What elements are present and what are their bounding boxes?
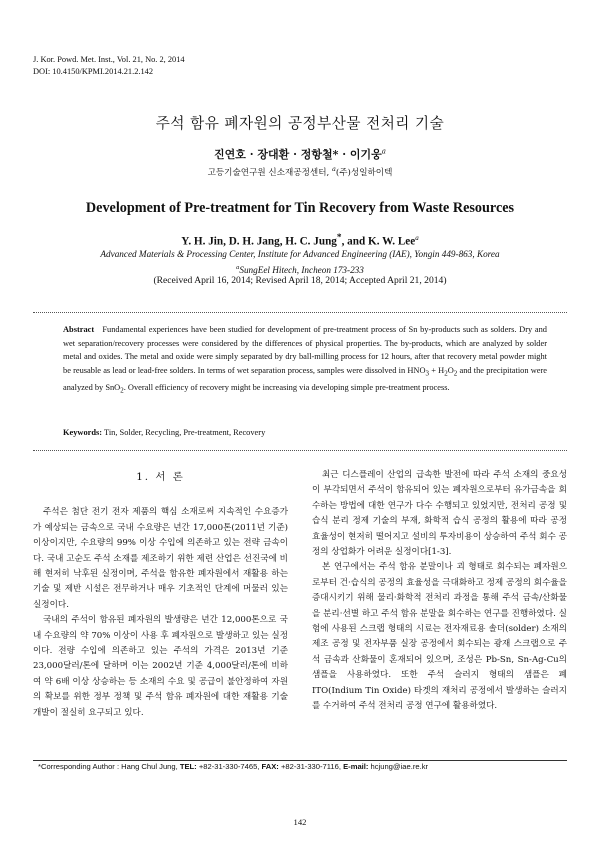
paragraph: 국내의 주석이 함유된 폐자원의 발생량은 년간 12,000톤으로 국내 수요량의 약 70% 이상이 사용 후 폐자원으로 발생하고 있는 실정이다. 전량 수입에 의존하고 있는 주석의 가격은 2013년 기준 23,000달러/톤에 달하며 이는 2002년 기준 4,000달러/톤에 비하여 약 6배 이상 상승하는 등 소재의 수요 및 공급이 불안정하여 자원의 확보를 위한 정부 정책 및 주석 함유 폐자원에 대한 재활용 기술 개발이 절실히 요구되고 있다. [33,615,288,718]
abstract-bottom-rule [33,450,567,451]
received-dates: (Received April 16, 2014; Revised April 18, 2014; Accepted April 21, 2014) [153,275,447,286]
paragraph: 주석은 첨단 전기 전자 제품의 핵심 소재로써 지속적인 수요증가가 예상되는 금속으로 국내 수요량은 년간 17,000톤(2011년 기준) 이상이지만, 수요량의 99% 이상 수입에 의존하고 있는 전략 금속이다. 국내 고순도 주석 소재를 제조하기 위한 제련 산업은 선진국에 비해 현저히 낙후된 실정이며, 주석을 함유한 폐자원에서 재활용 하는 기술 및 제반 시설은 전무하거나 매우 기초적인 단계에 머물러 있는 실정이다. [33,507,288,610]
abstract: Abstract Fundamental experiences have been studied for development of pre-treatment process of Sn by-products such as solders. Dry and wet separation/recovery processes were considered by the differences of physical properties. The by-products, which are analyzed by solder metal and oxides. The metal and oxide were simply separated by dry ball-milling process for 12 hours, after that recovery metal powder might be reusable as lead or lead-free solders. In terms of wet separation process, samples were dissolved in $HNO_3 + H_2O_2$ and the precipitation were analyzed by SnO$_2$. Overall efficiency of recovery might be increasing via developing simple pre-treatment process. [63,325,548,395]
body-right-column [312,468,567,715]
doi: DOI: 10.4150/KPMI.2014.21.2.142 [33,67,154,76]
footnote-rule [33,760,567,761]
korean-affiliation: 고등기술연구원 신소재공정센터, $^a$(주)성일하이텍 [207,165,393,178]
journal-header [33,54,185,78]
keywords-label: Keywords: [63,428,103,437]
korean-authors: 진연호 · 장대환 · 정항철* · 이기웅$^a$ [214,147,386,161]
paragraph: 최근 디스플레이 산업의 급속한 발전에 따라 주석 소재의 중요성이 부각되면서 주석이 함유되어 있는 폐자원으로부터 유가금속을 회수하는 방법에 대한 연구가 다수 수행되고 있었지만, 전처리 공정 및 습식 분리 정제 기술의 부재, 화학적 습식 공정의 활용에 따라 공정 효율성이 현저히 떨어지고 설비의 투자비용이 상승하여 주석 회수 공정의 상업화가 어려운 실정이다[1-3]. [312,470,567,558]
paragraph: 본 연구에서는 주석 함유 분말이나 괴 형태로 회수되는 폐자원으로부터 건·습식의 공정의 효율성을 극대화하고 정제 공정의 회수율을 증대시키기 위해 물리·화학적 전처리 과정을 통해 주석 금속/산화물을 분리·선별 하고 주석 함유 분말을 회수하는 연구를 진행하였다. 실험에 사용된 스크랩 형태의 시료는 전자재료용 솔더(solder) 소재의 제조 공정 및 전자부품 실장 공정에서 회수되는 광재 스크랩으로 주석 금속과 산화물이 혼재되어 있으며, 조성은 Pb-Sn, Sn-Ag-Cu의 샘플을 사용하였다. 또한 주석 슬러지 형태의 샘플은 폐 ITO(Indium Tin Oxide) 타겟의 재처리 공정에서 발생하는 슬러지를 수거하여 주석 전처리 공정 연구에 활용하였다. [312,562,567,712]
journal-citation: J. Kor. Powd. Met. Inst., Vol. 21, No. 2, 2014 [33,55,185,64]
corresponding-author-footnote: *Corresponding Author : Hang Chul Jung, TEL: +82-31-330-7465, FAX: +82-31-330-7116, E-mail: hcjung@iae.re.kr [38,762,429,771]
body-left-column [33,468,288,721]
english-affiliation: Advanced Materials & Processing Center, Institute for Advanced Engineering (IAE), Yongin 449-863, Korea $^a$SungEel Hitech, Incheon 173-233 [100,249,500,276]
abstract-top-rule [33,312,567,313]
page-number: 142 [293,817,307,827]
english-title: Development of Pre-treatment for Tin Recovery from Waste Resources [85,200,515,216]
korean-title: 주석 함유 폐자원의 공정부산물 전처리 기술 [155,115,445,132]
section-heading: 1. 서 론 [136,471,185,483]
english-authors: Y. H. Jin, D. H. Jang, H. C. Jung*, and K. W. Lee$^a$ [181,233,419,248]
keywords: Keywords: Tin, Solder, Recycling, Pre-treatment, Recovery [63,428,266,437]
abstract-label: Abstract [63,325,95,334]
